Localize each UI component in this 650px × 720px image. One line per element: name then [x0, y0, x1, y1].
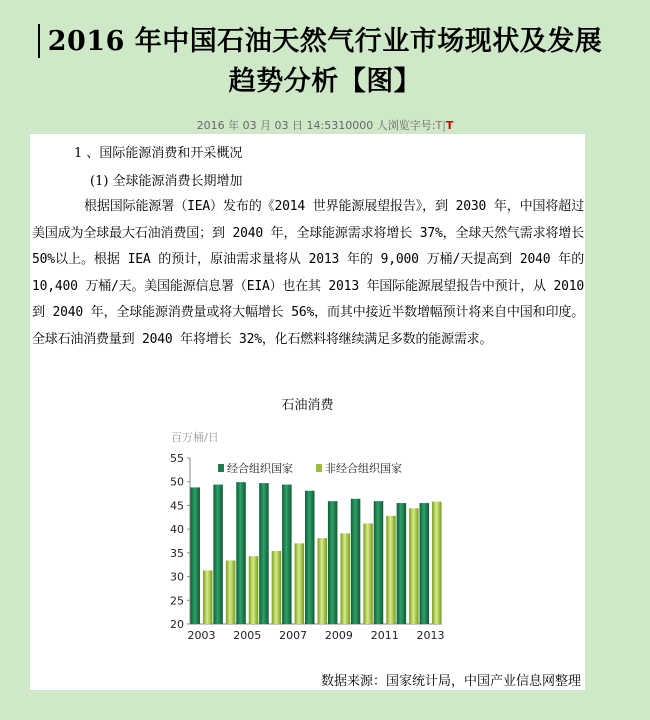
bar-non-oecd	[249, 556, 258, 624]
x-tick-label: 2003	[187, 629, 216, 642]
bar-oecd	[190, 487, 200, 624]
publish-date: 2016 年 03 月 03 日 14:53	[196, 119, 339, 132]
bar-non-oecd	[432, 502, 442, 624]
subsection-heading: (1) 全球能源消费长期增加	[90, 174, 243, 189]
bar-non-oecd	[295, 543, 305, 624]
bar-non-oecd	[363, 523, 373, 624]
article-meta	[0, 117, 650, 133]
x-tick-label: 2013	[416, 629, 445, 642]
bar-oecd	[282, 485, 292, 624]
bar-oecd	[397, 503, 407, 624]
chart-title: 石油消费	[281, 398, 334, 413]
y-tick-label: 50	[170, 475, 184, 489]
font-size-large-button[interactable]: T	[445, 119, 454, 132]
font-size-small-button[interactable]: T	[435, 119, 443, 132]
bar-non-oecd	[226, 560, 236, 624]
x-tick-label: 2005	[233, 629, 262, 642]
legend-swatch-oecd	[218, 464, 224, 472]
bar-oecd	[351, 499, 361, 624]
legend-label-oecd: 经合组织国家	[227, 462, 293, 475]
oil-consumption-chart	[30, 134, 585, 690]
data-source: 数据来源：国家统计局，中国产业信息网整理	[320, 674, 581, 689]
y-tick-label: 45	[170, 499, 184, 513]
bar-non-oecd	[318, 538, 328, 624]
bar-oecd	[374, 501, 384, 624]
x-tick-label: 2007	[279, 629, 308, 642]
bar-non-oecd	[272, 551, 282, 624]
y-tick-label: 25	[170, 594, 184, 608]
bar-oecd	[305, 491, 315, 624]
legend-label-non-oecd: 非经合组织国家	[325, 462, 402, 475]
y-tick-label: 35	[170, 546, 184, 560]
view-count: 10000 人浏览字号:	[338, 119, 436, 132]
y-axis-unit-label: 百万桶/日	[171, 431, 219, 444]
bar-oecd	[328, 501, 338, 624]
bar-non-oecd	[409, 508, 419, 624]
legend-swatch-non-oecd	[316, 464, 322, 472]
bar-oecd	[420, 503, 430, 624]
section-heading: 1 、国际能源消费和开采概况	[74, 146, 243, 161]
y-tick-label: 40	[170, 523, 184, 537]
y-tick-label: 30	[170, 570, 184, 584]
y-tick-label: 55	[170, 452, 184, 465]
bar-non-oecd	[386, 516, 396, 624]
body-paragraph: 根据国际能源署（IEA）发布的《2014 世界能源展望报告》，到 2030 年，中国将超过美国成为全球最大石油消费国；到 2040 年，全球能源需求将增长 37%，全球天然气需求将增长 50%以上。根据 IEA 的预计，原油需求量将从 2013 年的 9,000 万桶/天提高到 2040 年的 10,400 万桶/天。美国能源信息署（EIA）也在其 2013 年国际能源展望报告中预计，从 2010 到 2040 年，全球能源消费量或将大幅增长 56%，而其中接近半数增幅预计将来自中国和印度。全球石油消费量到 2040 年将增长 32%，化石燃料将继续满足多数的能源需求。	[32, 199, 584, 347]
article-body	[30, 134, 585, 690]
bar-oecd	[236, 482, 246, 624]
y-tick-label: 20	[170, 618, 184, 631]
plot-area	[170, 452, 445, 642]
bar-non-oecd	[203, 570, 213, 624]
bar-non-oecd	[340, 533, 350, 624]
bar-oecd	[259, 483, 269, 624]
bar-oecd	[213, 485, 223, 624]
x-tick-label: 2009	[324, 629, 353, 642]
font-size-separator: |	[442, 119, 446, 132]
article-title: 2016 年中国石油天然气行业市场现状及发展趋势分析【图】	[47, 26, 603, 97]
x-tick-label: 2011	[370, 629, 399, 642]
